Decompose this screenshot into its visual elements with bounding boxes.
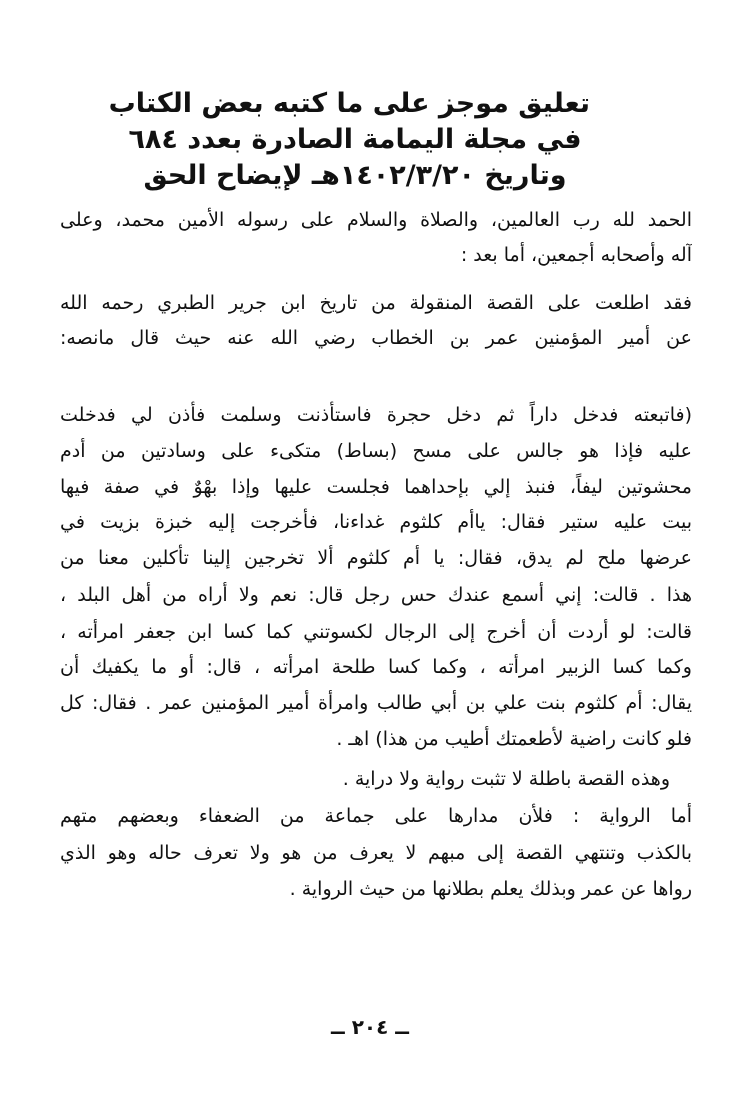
quote-line-10: فلو كانت راضية لأطعمتك أطيب من هذا) اهـ . xyxy=(336,728,692,750)
paragraph-1-line-1: فقد اطلعت على القصة المنقولة من تاريخ ابن جرير الطبري رحمه الله xyxy=(60,292,692,314)
title-line-1: تعليق موجز على ما كتبه بعض الكتاب xyxy=(108,88,590,119)
quote-line-2: عليه فإذا هو جالس على مسح (بساط) متكىء على وسادتين من أدم xyxy=(60,440,692,462)
quote-line-4: بيت عليه ستير فقال: ياأم كلثوم غداءنا، فأخرجت إليه خبزة بزيت في xyxy=(60,511,692,533)
title-line-3: وتاريخ ١٤٠٢/٣/٢٠هـ لإيضاح الحق xyxy=(143,160,567,191)
quote-line-5: عرضها ملح لم يدق، فقال: يا أم كلثوم ألا تخرجين إلينا تأكلين معنا من xyxy=(60,547,692,569)
paragraph-3-line-1: أما الرواية : فلأن مدارها على جماعة من الضعفاء وبعضهم متهم xyxy=(60,805,692,827)
quote-line-9: يقال: أم كلثوم بنت علي بن أبي طالب وامرأة أمير المؤمنين عمر . فقال: كل xyxy=(60,692,692,714)
quote-line-1: (فاتبعته فدخل داراً ثم دخل حجرة فاستأذنت وسلمت فأذن لي فدخلت xyxy=(60,404,692,426)
quote-line-3: محشوتين ليفاً، فنبذ إلي بإحداهما فجلست عليها وإذا بهْوٌ في صفة فيها xyxy=(60,476,692,498)
quote-line-6: هذا . قالت: إني أسمع عندك حس رجل قال: نعم ولا أراه من أهل البلد ، xyxy=(60,584,692,606)
paragraph-2: وهذه القصة باطلة لا تثبت رواية ولا دراية . xyxy=(342,768,670,790)
intro-line-2: آله وأصحابه أجمعين، أما بعد : xyxy=(460,244,692,266)
paragraph-3-line-2: بالكذب وتنتهي القصة إلى مبهم لا يعرف من هو ولا تعرف حاله وهو الذي xyxy=(60,842,692,864)
page-number: ــ ٢٠٤ ــ xyxy=(331,1015,409,1039)
quote-line-7: قالت: لو أردت أن أخرج إلى الرجال لكسوتني كما كسا ابن جعفر امرأته ، xyxy=(60,621,692,643)
quote-line-8: وكما كسا الزبير امرأته ، وكما كسا طلحة امرأته ، قال: أو ما يكفيك أن xyxy=(60,656,692,678)
paragraph-1-line-2: عن أمير المؤمنين عمر بن الخطاب رضي الله عنه حيث قال مانصه: xyxy=(60,327,692,349)
intro-line-1: الحمد لله رب العالمين، والصلاة والسلام على رسوله الأمين محمد، وعلى xyxy=(60,209,692,231)
title-line-2: في مجلة اليمامة الصادرة بعدد ٦٨٤ xyxy=(128,124,582,155)
paragraph-3-line-3: رواها عن عمر وبذلك يعلم بطلانها من حيث الرواية . xyxy=(289,878,692,900)
